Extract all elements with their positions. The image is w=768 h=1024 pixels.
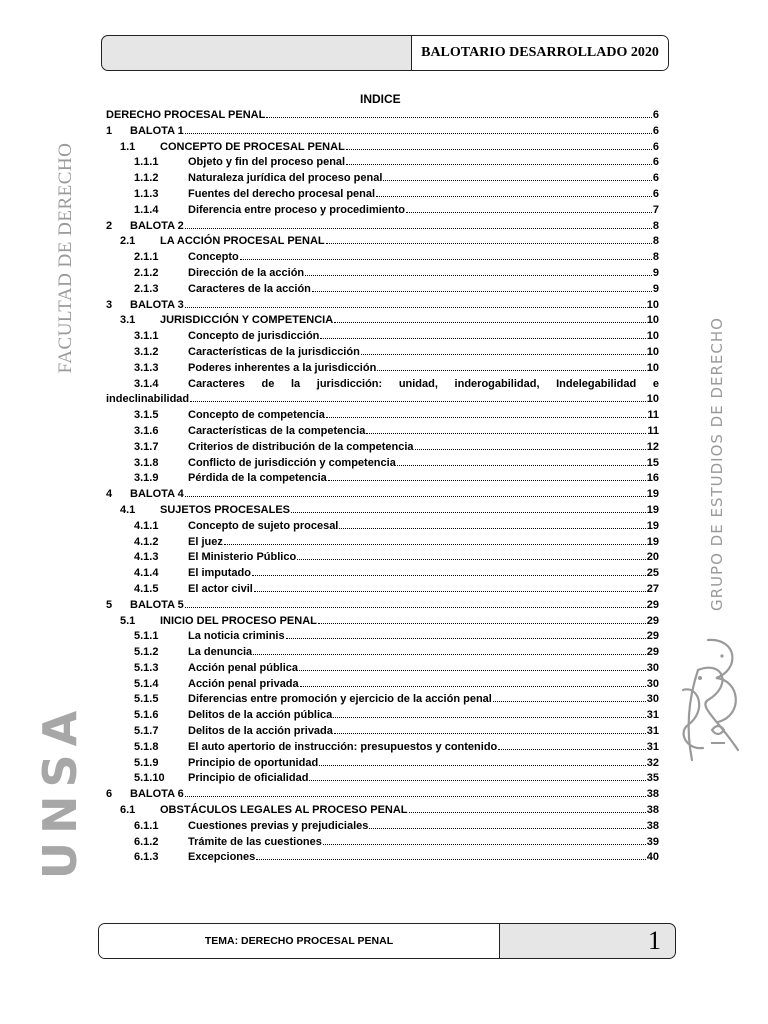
toc-entry-title: Dirección de la acción	[188, 266, 305, 279]
header-title: BALOTARIO DESARROLLADO 2020	[411, 36, 668, 70]
toc-entry-title: Principio de oficialidad	[188, 772, 309, 785]
toc-dot-leader	[320, 338, 645, 339]
toc-entry-title: Caracteres de la acción	[188, 282, 311, 295]
toc-dot-leader	[361, 354, 646, 355]
toc-dot-leader	[334, 733, 646, 734]
toc-entry-number: 5.1.4	[134, 677, 159, 690]
toc-dot-leader	[185, 796, 646, 797]
footer-topic: TEMA: DERECHO PROCESAL PENAL	[99, 924, 500, 958]
toc-dot-leader	[369, 828, 645, 829]
toc-entry-title: Criterios de distribución de la competencia	[188, 440, 414, 453]
toc-entry[interactable]	[106, 740, 659, 756]
toc-entry-title: Principio de oportunidad	[188, 756, 319, 769]
toc-entry-page: 38	[646, 819, 659, 832]
toc-entry-page: 25	[646, 567, 659, 580]
toc-dot-leader	[415, 449, 646, 450]
toc-dot-leader	[291, 512, 646, 513]
toc-entry-title-continuation: indeclinabilidad	[106, 393, 190, 406]
toc-entry-number: 4	[106, 488, 113, 501]
toc-entry[interactable]	[106, 124, 659, 140]
toc-dot-leader	[326, 417, 646, 418]
toc-entry-page: 40	[646, 851, 659, 864]
toc-entry-title: La noticia criminis	[188, 630, 285, 643]
toc-entry-page: 19	[646, 519, 659, 532]
toc-entry-page: 38	[646, 804, 659, 817]
toc-dot-leader	[253, 654, 646, 655]
toc-entry-title: Excepciones	[188, 851, 256, 864]
toc-entry-page: 8	[652, 219, 659, 232]
toc-entry-number: 1.1	[120, 140, 136, 153]
toc-entry[interactable]	[106, 629, 659, 645]
toc-entry-number: 5.1.10	[134, 772, 165, 785]
toc-entry-number: 2.1.2	[134, 266, 159, 279]
toc-entry-page: 8	[652, 251, 659, 264]
toc-entry[interactable]	[106, 771, 659, 787]
toc-entry-title: Naturaleza jurídica del proceso penal	[188, 172, 383, 185]
toc-entry-page: 19	[646, 535, 659, 548]
toc-entry-title: Acción penal pública	[188, 661, 299, 674]
toc-entry-page: 20	[646, 551, 659, 564]
toc-entry-title: El actor civil	[188, 582, 253, 595]
toc-entry-number: 5	[106, 598, 113, 611]
toc-entry-page: 29	[646, 614, 659, 627]
faculty-side-label: FACULTAD DE DERECHO	[55, 142, 76, 374]
toc-entry-page: 27	[646, 582, 659, 595]
toc-entry-page: 6	[652, 172, 659, 185]
toc-entry-number: 4.1.3	[134, 551, 159, 564]
toc-dot-leader	[377, 370, 645, 371]
toc-entry[interactable]	[106, 187, 659, 203]
toc-entry-title: La denuncia	[188, 646, 253, 659]
toc-entry-page: 9	[652, 282, 659, 295]
toc-entry[interactable]	[106, 219, 659, 235]
toc-entry-page: 15	[646, 456, 659, 469]
toc-dot-leader	[328, 480, 646, 481]
toc-entry-page: 29	[646, 630, 659, 643]
toc-entry-number: 4.1.5	[134, 582, 159, 595]
toc-entry[interactable]	[106, 140, 659, 156]
toc-entry-title: Acción penal privada	[188, 677, 299, 690]
page-number: 1	[648, 926, 661, 955]
page-header	[101, 35, 669, 71]
toc-entry[interactable]	[106, 756, 659, 772]
toc-entry[interactable]	[106, 440, 659, 456]
toc-dot-leader	[366, 433, 646, 434]
toc-entry-number: 5.1.8	[134, 740, 159, 753]
toc-entry-page: 30	[646, 661, 659, 674]
page-footer	[98, 923, 676, 959]
toc-entry-page: 38	[646, 788, 659, 801]
toc-entry-title: El Ministerio Público	[188, 551, 297, 564]
toc-entry-number: 3.1.9	[134, 472, 159, 485]
toc-dot-leader	[409, 812, 646, 813]
toc-entry-number: 3.1.4	[134, 377, 159, 390]
toc-entry-number: 5.1.6	[134, 709, 159, 722]
toc-entry-page: 10	[646, 393, 659, 406]
toc-dot-leader	[383, 180, 651, 181]
toc-dot-leader	[498, 749, 645, 750]
toc-entry-title: Poderes inherentes a la jurisdicción	[188, 361, 377, 374]
toc-entry-page: 30	[646, 693, 659, 706]
toc-entry-page: 31	[646, 740, 659, 753]
toc-dot-leader	[185, 228, 652, 229]
toc-entry-page: 6	[652, 109, 659, 121]
toc-dot-leader	[185, 133, 652, 134]
toc-entry-page: 16	[646, 472, 659, 485]
toc-entry[interactable]	[106, 108, 659, 124]
toc-entry-number: 6.1.1	[134, 819, 159, 832]
toc-dot-leader	[376, 196, 652, 197]
toc-entry-page: 11	[647, 424, 659, 437]
toc-entry-title: Conflicto de jurisdicción y competencia	[188, 456, 396, 469]
toc-entry-number: 1	[106, 124, 113, 137]
toc-entry[interactable]	[106, 487, 659, 503]
toc-entry[interactable]	[106, 835, 659, 851]
toc-entry-number: 3.1	[120, 314, 136, 327]
toc-entry[interactable]	[106, 708, 659, 724]
toc-entry-page: 6	[652, 187, 659, 200]
toc-entry-number: 5.1.5	[134, 693, 159, 706]
toc-dot-leader	[297, 559, 646, 560]
toc-entry-number: 1.1.3	[134, 187, 159, 200]
toc-entry[interactable]	[106, 171, 659, 187]
toc-entry[interactable]	[106, 313, 659, 329]
toc-entry[interactable]	[106, 677, 659, 693]
toc-entry[interactable]	[106, 519, 659, 535]
toc-dot-leader	[300, 686, 646, 687]
toc-entry[interactable]	[106, 408, 659, 424]
toc-entry-number: 6.1.3	[134, 851, 159, 864]
toc-entry-number: 3.1.7	[134, 440, 159, 453]
toc-entry-number: 3.1.8	[134, 456, 159, 469]
toc-entry[interactable]	[106, 724, 659, 740]
toc-entry[interactable]	[106, 566, 659, 582]
toc-entry[interactable]	[106, 456, 659, 472]
toc-entry-title: Diferencias entre promoción y ejercicio de la acción penal	[188, 693, 492, 706]
toc-entry-number: 1.1.1	[134, 156, 159, 169]
toc-entry-page: 6	[652, 140, 659, 153]
toc-dot-leader	[397, 465, 646, 466]
toc-entry-title: BALOTA 2	[130, 219, 184, 232]
toc-entry[interactable]	[106, 803, 659, 819]
toc-entry-number: 6	[106, 788, 113, 801]
toc-dot-leader	[334, 322, 646, 323]
toc-entry-page: 10	[646, 314, 659, 327]
toc-entry-page: 9	[652, 266, 659, 279]
toc-entry-page: 12	[646, 440, 659, 453]
toc-entry-title: BALOTA 5	[130, 598, 184, 611]
toc-entry[interactable]	[106, 471, 659, 487]
toc-entry-page: 29	[646, 598, 659, 611]
toc-entry-page: 11	[647, 409, 659, 422]
toc-entry-title: Características de la jurisdicción	[188, 345, 360, 358]
toc-entry[interactable]	[106, 282, 659, 298]
toc-entry[interactable]	[106, 298, 659, 314]
toc-entry[interactable]	[106, 329, 659, 345]
toc-dot-leader	[224, 544, 646, 545]
toc-entry-title: BALOTA 4	[130, 488, 184, 501]
toc-dot-leader	[305, 275, 652, 276]
toc-entry[interactable]	[106, 203, 659, 219]
toc-entry-page: 10	[646, 361, 659, 374]
toc-entry-number: 5.1.3	[134, 661, 159, 674]
toc-entry-number: 3.1.6	[134, 424, 159, 437]
toc-entry-number: 5.1.7	[134, 725, 159, 738]
toc-entry-title: Pérdida de la competencia	[188, 472, 327, 485]
university-side-label: UNSA	[33, 702, 87, 880]
toc-entry-title: BALOTA 3	[130, 298, 184, 311]
toc-entry-title: CONCEPTO DE PROCESAL PENAL	[160, 140, 345, 153]
toc-entry-number: 2.1.3	[134, 282, 159, 295]
toc-entry-number: 2.1.1	[134, 251, 159, 264]
toc-entry-number: 3.1.1	[134, 330, 159, 343]
toc-entry-page: 39	[646, 835, 659, 848]
toc-entry[interactable]	[106, 361, 659, 377]
toc-entry-title: Características de la competencia	[188, 424, 366, 437]
toc-entry-page: 29	[646, 646, 659, 659]
toc-dot-leader	[254, 591, 646, 592]
toc-entry-title: DERECHO PROCESAL PENAL	[106, 109, 266, 121]
toc-entry-number: 5.1.2	[134, 646, 159, 659]
toc-entry-title: Concepto de sujeto procesal	[188, 519, 339, 532]
toc-entry[interactable]	[106, 155, 659, 171]
toc-dot-leader	[318, 623, 646, 624]
toc-entry-title: Concepto	[188, 251, 239, 264]
toc-entry[interactable]	[106, 598, 659, 614]
toc-entry[interactable]	[106, 234, 659, 250]
toc-entry-page: 32	[646, 756, 659, 769]
toc-dot-leader	[312, 291, 652, 292]
toc-entry-number: 2.1	[120, 235, 136, 248]
study-group-side-label: GRUPO DE ESTUDIOS DE DERECHO	[708, 317, 726, 611]
toc-entry-title: Delitos de la acción pública	[188, 709, 333, 722]
toc-entry-title: Concepto de jurisdicción	[188, 330, 320, 343]
toc-dot-leader	[406, 212, 652, 213]
toc-entry[interactable]	[106, 850, 659, 866]
toc-entry-number: 4.1.2	[134, 535, 159, 548]
toc-entry-title: OBSTÁCULOS LEGALES AL PROCESO PENAL	[160, 804, 408, 817]
toc-entry-title: Delitos de la acción privada	[188, 725, 333, 738]
toc-entry[interactable]	[106, 377, 659, 393]
rb-monogram-logo-icon	[678, 630, 748, 780]
toc-entry-number: 5.1.9	[134, 756, 159, 769]
toc-dot-leader	[346, 164, 652, 165]
toc-entry-title: Cuestiones previas y prejudiciales	[188, 819, 369, 832]
toc-entry-number: 1.1.4	[134, 203, 159, 216]
toc-entry-title: Objeto y fin del proceso penal	[188, 156, 346, 169]
toc-entry-continuation[interactable]	[106, 392, 659, 408]
toc-dot-leader	[346, 149, 652, 150]
toc-entry-title: Fuentes del derecho procesal penal	[188, 187, 376, 200]
toc-entry-number: 5.1	[120, 614, 136, 627]
toc-entry[interactable]	[106, 550, 659, 566]
toc-entry-number: 2	[106, 219, 113, 232]
toc-entry[interactable]	[106, 503, 659, 519]
toc-entry-page: 31	[646, 709, 659, 722]
toc-entry-number: 1.1.2	[134, 172, 159, 185]
toc-entry-title: BALOTA 6	[130, 788, 184, 801]
toc-dot-leader	[185, 307, 646, 308]
toc-dot-leader	[323, 844, 646, 845]
toc-entry-title: BALOTA 1	[130, 124, 184, 137]
toc-entry-title: Trámite de las cuestiones	[188, 835, 322, 848]
toc-entry[interactable]	[106, 692, 659, 708]
toc-entry-number: 3.1.5	[134, 409, 159, 422]
toc-entry-number: 3.1.3	[134, 361, 159, 374]
toc-entry[interactable]	[106, 266, 659, 282]
toc-entry[interactable]	[106, 535, 659, 551]
toc-entry[interactable]	[106, 250, 659, 266]
toc-entry-title: El auto apertorio de instrucción: presupuestos y contenido	[188, 740, 498, 753]
toc-entry-number: 4.1.1	[134, 519, 159, 532]
toc-dot-leader	[266, 117, 652, 118]
index-title: INDICE	[360, 92, 401, 106]
toc-dot-leader	[339, 528, 645, 529]
toc-dot-leader	[326, 243, 652, 244]
toc-entry-title: El juez	[188, 535, 223, 548]
toc-entry[interactable]	[106, 345, 659, 361]
toc-entry-number: 4.1	[120, 503, 136, 516]
toc-entry-title: Diferencia entre proceso y procedimiento	[188, 203, 406, 216]
toc-dot-leader	[240, 259, 652, 260]
toc-entry-page: 7	[652, 203, 659, 216]
toc-entry-page: 6	[652, 124, 659, 137]
toc-entry[interactable]	[106, 819, 659, 835]
toc-entry-title: SUJETOS PROCESALES	[160, 503, 290, 516]
toc-entry[interactable]	[106, 582, 659, 598]
toc-dot-leader	[286, 638, 646, 639]
toc-entry[interactable]	[106, 614, 659, 630]
toc-entry-page: 30	[646, 677, 659, 690]
toc-entry-number: 3.1.2	[134, 345, 159, 358]
toc-entry-title: Caracteres de la jurisdicción: unidad, inderogabilidad, Indelegabilidad e	[188, 377, 659, 390]
toc-entry-number: 5.1.1	[134, 630, 159, 643]
toc-entry-page: 8	[652, 235, 659, 248]
toc-entry-number: 6.1.2	[134, 835, 159, 848]
toc-dot-leader	[333, 717, 645, 718]
toc-entry-page: 10	[646, 345, 659, 358]
toc-dot-leader	[256, 859, 645, 860]
toc-entry[interactable]	[106, 787, 659, 803]
toc-entry[interactable]	[106, 424, 659, 440]
toc-entry-title: LA ACCIÓN PROCESAL PENAL	[160, 235, 325, 248]
toc-entry-title: JURISDICCIÓN Y COMPETENCIA	[160, 314, 334, 327]
toc-dot-leader	[299, 670, 646, 671]
toc-entry-number: 3	[106, 298, 113, 311]
toc-dot-leader	[185, 496, 646, 497]
toc-entry-number: 4.1.4	[134, 567, 159, 580]
toc-dot-leader	[185, 607, 646, 608]
toc-dot-leader	[493, 701, 646, 702]
toc-entry[interactable]	[106, 645, 659, 661]
toc-entry-title: El imputado	[188, 567, 251, 580]
toc-entry-page: 6	[652, 156, 659, 169]
toc-entry-page: 10	[646, 330, 659, 343]
toc-dot-leader	[252, 575, 646, 576]
toc-entry-page: 19	[646, 488, 659, 501]
toc-entry-page: 19	[646, 503, 659, 516]
toc-dot-leader	[190, 401, 646, 402]
toc-dot-leader	[319, 765, 646, 766]
toc-dot-leader	[309, 780, 645, 781]
table-of-contents	[106, 108, 659, 866]
toc-entry-title: INICIO DEL PROCESO PENAL	[160, 614, 317, 627]
toc-entry-title: Concepto de competencia	[188, 409, 325, 422]
toc-entry-page: 35	[646, 772, 659, 785]
toc-entry-page: 10	[646, 298, 659, 311]
toc-entry-page: 31	[646, 725, 659, 738]
toc-entry[interactable]	[106, 661, 659, 677]
toc-entry-number: 6.1	[120, 804, 136, 817]
